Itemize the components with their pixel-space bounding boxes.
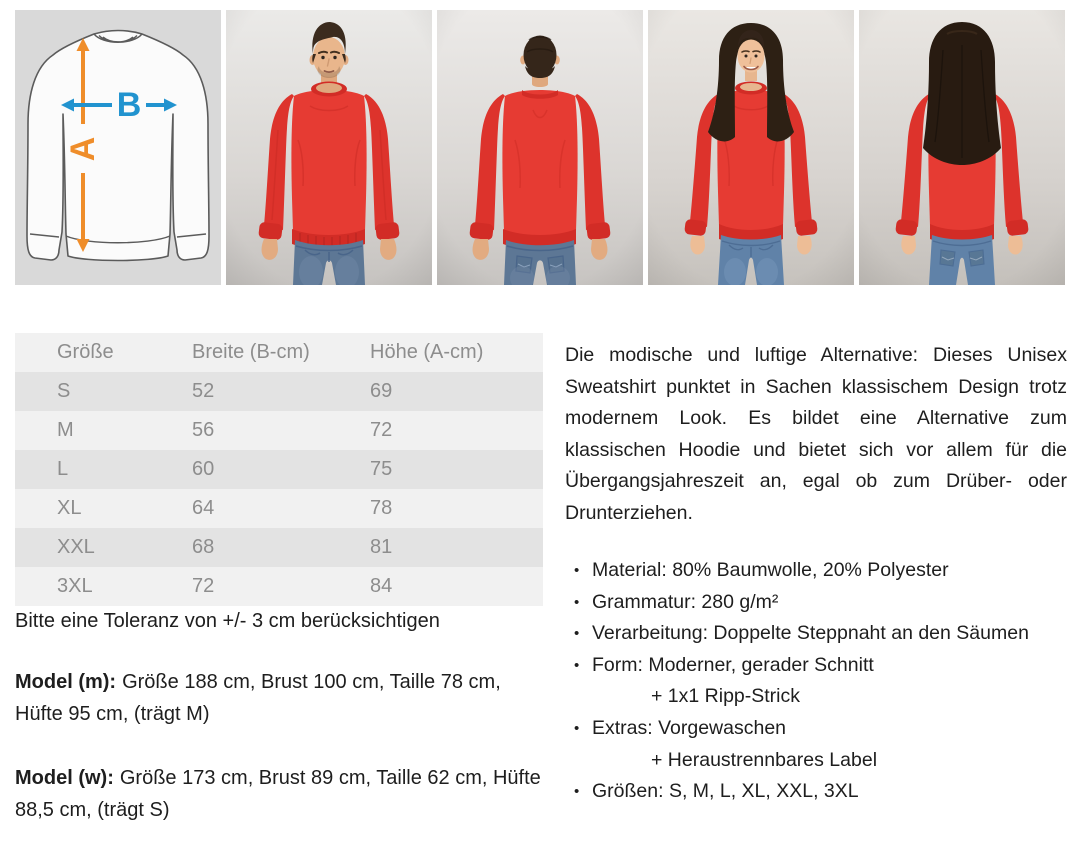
size-diagram-panel bbox=[15, 10, 221, 285]
width-cell: 64 bbox=[192, 497, 215, 519]
feature-text: + Heraustrennbares Label bbox=[651, 748, 878, 771]
female-model-back-illustration bbox=[859, 10, 1065, 285]
height-cell: 84 bbox=[370, 575, 393, 597]
feature-text: + 1x1 Ripp-Strick bbox=[651, 685, 801, 708]
feature-item-continuation bbox=[565, 745, 1070, 777]
feature-text: Form: Moderner, gerader Schnitt bbox=[592, 653, 874, 676]
feature-text: Grammatur: 280 g/m² bbox=[592, 590, 779, 613]
bullet-icon: • bbox=[574, 656, 580, 674]
size-row bbox=[15, 489, 543, 528]
model-female-info bbox=[15, 762, 552, 826]
width-cell: 56 bbox=[192, 419, 215, 441]
size-cell: XXL bbox=[57, 536, 95, 558]
photo-male-front bbox=[226, 10, 432, 285]
feature-text: Verarbeitung: Doppelte Steppnaht an den Säumen bbox=[592, 622, 1029, 645]
bullet-icon: • bbox=[574, 593, 580, 611]
model-male-details: Größe 188 cm, Brust 100 cm, Taille 78 cm, Hüfte 95 cm, (trägt M) bbox=[15, 671, 501, 725]
photo-male-back bbox=[437, 10, 643, 285]
size-row bbox=[15, 567, 543, 606]
product-image-gallery bbox=[15, 10, 1065, 285]
width-label: B bbox=[116, 86, 142, 124]
tolerance-note: Bitte eine Toleranz von +/- 3 cm berücksichtigen bbox=[15, 610, 440, 632]
product-description: Die modische und luftige Alternative: Dieses Unisex Sweatshirt punktet in Sachen klassischem Design trotz modernem Look. Es bildet eine Alternative zum klassischen Hoodie und bietet sich vor allem für die Übergangsjahreszeit an, egal ob zum Drüber- oder Drunterziehen. bbox=[565, 344, 1067, 524]
feature-item bbox=[565, 555, 1070, 587]
size-row bbox=[15, 528, 543, 567]
feature-item bbox=[565, 650, 1070, 682]
model-female-label: Model (w): bbox=[15, 767, 114, 789]
female-model-front-illustration bbox=[648, 10, 854, 285]
photo-female-back bbox=[859, 10, 1065, 285]
col-header-groesse: Größe bbox=[57, 341, 114, 363]
male-model-front-illustration bbox=[226, 10, 432, 285]
width-cell: 68 bbox=[192, 536, 215, 558]
size-table bbox=[15, 333, 543, 606]
size-row bbox=[15, 450, 543, 489]
width-cell: 60 bbox=[192, 458, 215, 480]
model-male-info bbox=[15, 666, 552, 730]
height-cell: 81 bbox=[370, 536, 393, 558]
feature-text: Extras: Vorgewaschen bbox=[592, 716, 787, 739]
feature-list bbox=[565, 555, 1070, 808]
size-cell: L bbox=[57, 458, 69, 480]
bullet-icon: • bbox=[574, 719, 580, 737]
size-cell: XL bbox=[57, 497, 82, 519]
feature-item-continuation bbox=[565, 681, 1070, 713]
height-cell: 78 bbox=[370, 497, 393, 519]
size-row bbox=[15, 411, 543, 450]
bullet-icon: • bbox=[574, 783, 580, 801]
size-row bbox=[15, 372, 543, 411]
height-cell: 75 bbox=[370, 458, 393, 480]
bullet-icon: • bbox=[574, 625, 580, 643]
size-table-section bbox=[15, 333, 543, 606]
feature-item bbox=[565, 713, 1070, 745]
height-cell: 69 bbox=[370, 380, 393, 402]
size-cell: S bbox=[57, 380, 71, 402]
size-table-header-row bbox=[15, 333, 543, 372]
male-model-back-illustration bbox=[437, 10, 643, 285]
feature-item bbox=[565, 776, 1070, 808]
photo-female-front bbox=[648, 10, 854, 285]
width-cell: 52 bbox=[192, 380, 215, 402]
feature-item bbox=[565, 618, 1070, 650]
model-male-label: Model (m): bbox=[15, 671, 117, 693]
feature-item bbox=[565, 587, 1070, 619]
size-cell: M bbox=[57, 419, 74, 441]
height-cell: 72 bbox=[370, 419, 393, 441]
bullet-icon: • bbox=[574, 562, 580, 579]
col-header-breite: Breite (B-cm) bbox=[192, 341, 310, 363]
feature-text: Material: 80% Baumwolle, 20% Polyester bbox=[592, 559, 949, 581]
height-label: A bbox=[64, 136, 102, 162]
feature-text: Größen: S, M, L, XL, XXL, 3XL bbox=[592, 780, 859, 803]
width-cell: 72 bbox=[192, 575, 215, 597]
model-female-details: Größe 173 cm, Brust 89 cm, Taille 62 cm, Hüfte 88,5 cm, (trägt S) bbox=[15, 767, 541, 821]
sweatshirt-measurement-illustration bbox=[15, 10, 221, 285]
size-cell: 3XL bbox=[57, 575, 93, 597]
col-header-hoehe: Höhe (A-cm) bbox=[370, 341, 484, 363]
